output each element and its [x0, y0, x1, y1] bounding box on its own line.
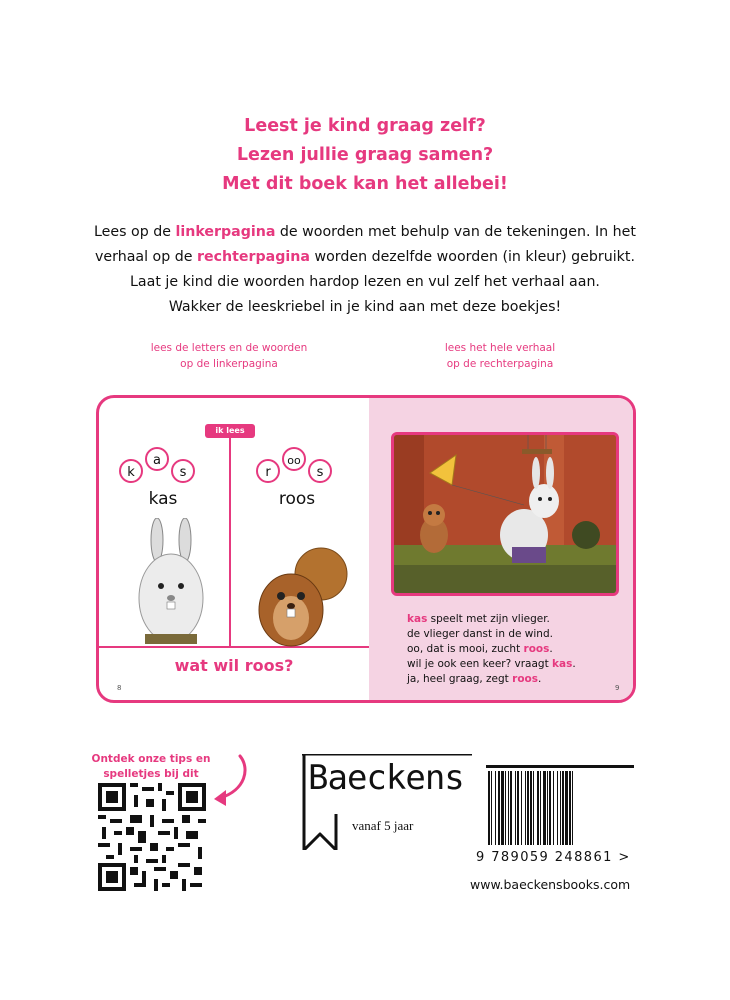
- intro-text-part: worden dezelfde woorden (in kleur) gebruikt.: [309, 249, 635, 265]
- barcode-bar: [572, 771, 573, 845]
- barcode-bar: [501, 771, 504, 845]
- barcode-bar: [505, 771, 506, 845]
- intro-text-part: de woorden met behulp van de tekeningen. In het: [275, 224, 636, 240]
- barcode-bar: [565, 771, 568, 845]
- illustration-art: [394, 435, 616, 593]
- intro-line-4: Wakker de leeskriebel in je kind aan met deze boekjes!: [168, 299, 562, 315]
- story-text: [407, 612, 627, 687]
- barcode-bar: [498, 771, 500, 845]
- intro-line-1: [40, 220, 690, 245]
- story-line-1: [407, 612, 627, 627]
- keyword-kas: kas: [407, 613, 428, 625]
- headline: [0, 112, 730, 199]
- word-kas: kas: [148, 489, 178, 509]
- keyword-roos: roos: [512, 673, 538, 685]
- story-text-part: ja, heel graag, zegt: [407, 673, 513, 685]
- barcode-bar: [569, 771, 571, 845]
- story-line-4: [407, 657, 627, 672]
- rabbit-illustration: [131, 518, 211, 646]
- isbn-number: 9 789059 248861 >: [476, 850, 631, 865]
- barcode-bar: [488, 771, 490, 845]
- barcode-bar: [525, 771, 526, 845]
- arrow-icon: [206, 752, 252, 808]
- letter-bubble: s: [171, 459, 195, 483]
- barcode: [486, 765, 634, 847]
- letter-bubble: r: [256, 459, 280, 483]
- barcode-bar: [557, 771, 558, 845]
- story-line-5: [407, 672, 627, 687]
- barcode-bar: [517, 771, 519, 845]
- caption-left-line-1: lees de letters en de woorden: [150, 342, 308, 354]
- barcode-bar: [562, 771, 564, 845]
- keyword-roos: roos: [523, 643, 550, 655]
- letter-bubble: k: [119, 459, 143, 483]
- caption-left: [99, 340, 359, 372]
- letter-bubble: oo: [282, 447, 306, 471]
- barcode-bar: [508, 771, 509, 845]
- column-divider: [229, 436, 231, 648]
- barcode-bar: [537, 771, 539, 845]
- letter-bubble: a: [145, 447, 169, 471]
- barcode-bar: [547, 771, 548, 845]
- barcode-bar: [510, 771, 512, 845]
- barcode-bar: [527, 771, 529, 845]
- caption-right: [370, 340, 630, 372]
- story-text-part: speelt met zijn vlieger.: [427, 613, 550, 625]
- headline-line-3: Met dit boek kan het allebei!: [222, 174, 508, 194]
- headline-line-1: Leest je kind graag zelf?: [244, 116, 486, 136]
- squirrel-illustration: [249, 544, 349, 648]
- caption-right-line-1: lees het hele verhaal: [444, 342, 556, 354]
- barcode-bar: [543, 771, 546, 845]
- website-url[interactable]: www.baeckensbooks.com: [470, 877, 631, 892]
- barcode-bar: [515, 771, 516, 845]
- story-text-part: .: [572, 658, 576, 670]
- qr-note-line-1: Ontdek onze tips en: [91, 753, 211, 765]
- story-text-part: .: [549, 643, 553, 655]
- story-line-3: [407, 642, 627, 657]
- headline-line-2: Lezen jullie graag samen?: [236, 145, 494, 165]
- barcode-bar: [530, 771, 532, 845]
- word-roos: roos: [278, 489, 316, 509]
- caption-right-line-2: op de rechterpagina: [446, 358, 554, 370]
- story-text-part: .: [538, 673, 542, 685]
- right-page: [369, 398, 636, 700]
- intro-text-part: verhaal op de: [95, 249, 197, 265]
- story-line-2: de vlieger danst in de wind.: [407, 628, 553, 640]
- barcode-bar: [540, 771, 541, 845]
- intro-line-2: [40, 245, 690, 270]
- highlight-linkerpagina: linkerpagina: [175, 224, 276, 240]
- book-spread: [96, 395, 636, 703]
- intro-line-3: Laat je kind die woorden hardop lezen en vul zelf het verhaal aan.: [130, 274, 600, 290]
- keyword-kas: kas: [552, 658, 573, 670]
- intro-text-part: Lees op de: [94, 224, 176, 240]
- page-number-right: 9: [615, 684, 620, 692]
- barcode-bar: [560, 771, 561, 845]
- barcode-bar: [553, 771, 554, 845]
- story-text-part: oo, dat is mooi, zucht: [407, 643, 524, 655]
- barcode-bar: [533, 771, 534, 845]
- barcode-bar: [495, 771, 496, 845]
- caption-left-line-2: op de linkerpagina: [180, 358, 278, 370]
- barcode-bar: [549, 771, 551, 845]
- letter-bubble: s: [308, 459, 332, 483]
- barcode-bar: [521, 771, 522, 845]
- qr-note-line-2: spelletjes bij dit: [103, 768, 199, 780]
- story-illustration: [391, 432, 619, 596]
- publisher-name: Baeckens: [308, 758, 464, 798]
- age-label: vanaf 5 jaar: [352, 818, 414, 833]
- barcode-bar: [491, 771, 492, 845]
- qr-code[interactable]: [98, 783, 206, 891]
- highlight-rechterpagina: rechterpagina: [197, 249, 310, 265]
- ik-lees-tag: ik lees: [205, 424, 255, 438]
- intro-text: [40, 220, 690, 320]
- page-number-left: 8: [117, 684, 122, 692]
- question-text: wat wil roos?: [174, 656, 294, 675]
- story-text-part: wil je ook een keer? vraagt: [407, 658, 553, 670]
